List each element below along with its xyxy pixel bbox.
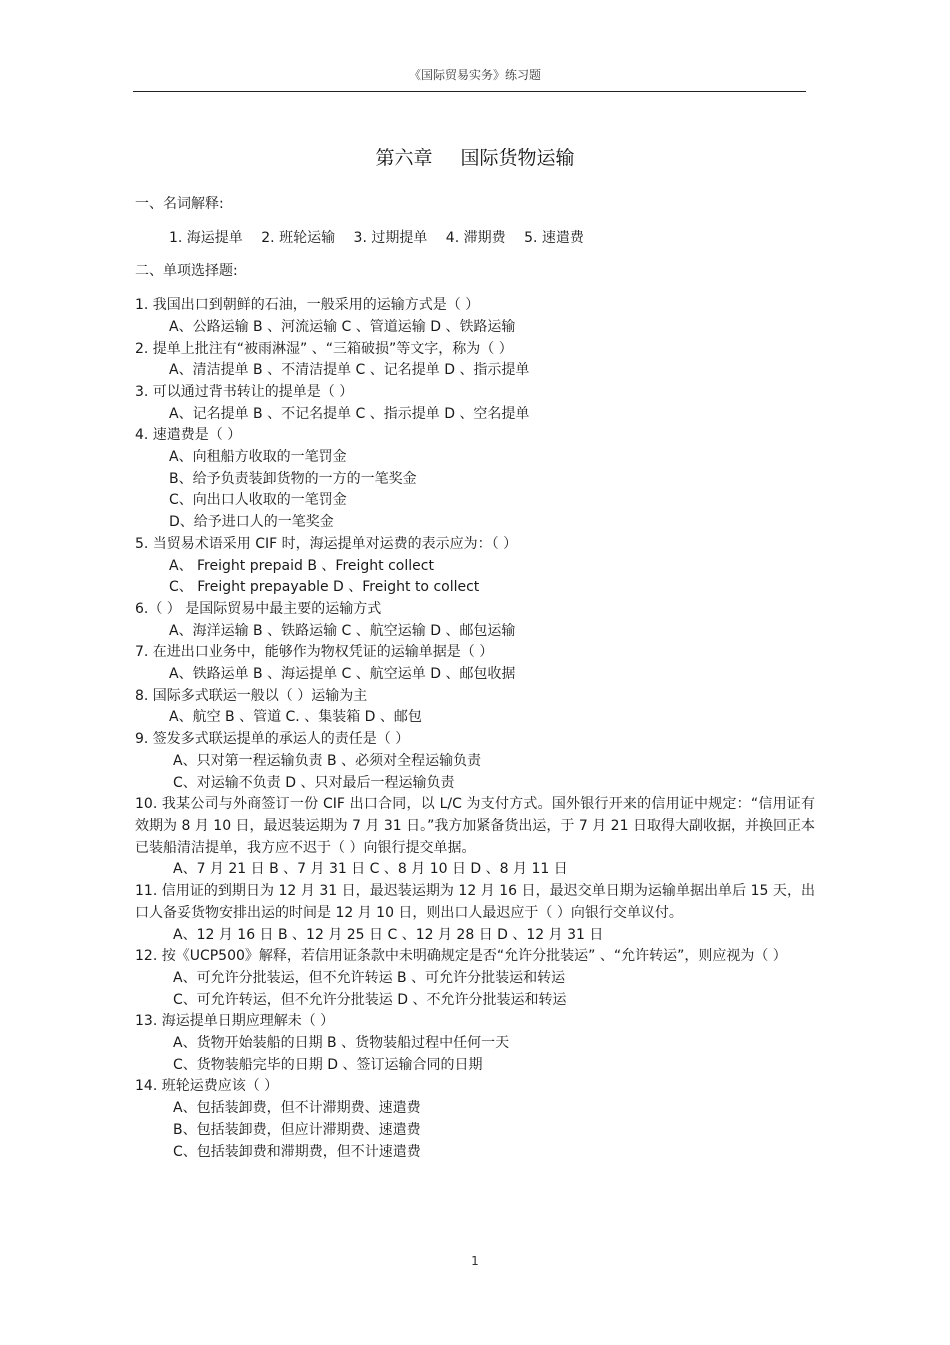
question bbox=[135, 881, 815, 946]
question-stem: 10. 我某公司与外商签订一份 CIF 出口合同，以 L/C 为支付方式。国外银行开来的信用证中规定：“信用证有效期为 8 月 10 日，最迟装运期为 7 月 31 日。”我方加紧备货出运，于 7 月 21 日取得大副收据，并换回正本已装船清洁提单，我方应不迟于（ ）向银行提交单据。 bbox=[135, 796, 815, 856]
chapter-name: 国际货物运输 bbox=[460, 147, 575, 169]
question-options: C、 Freight prepayable D 、Freight to collect bbox=[169, 579, 480, 596]
chapter-number: 第六章 bbox=[375, 147, 433, 169]
question-options: C、对运输不负责 D 、只对最后一程运输负责 bbox=[173, 774, 455, 791]
question-options: A、7 月 21 日 B 、7 月 31 日 C 、8 月 10 日 D 、8 月 11 日 bbox=[173, 861, 568, 878]
question-option: A、向租船方收取的一笔罚金 bbox=[169, 449, 347, 466]
question-options: A、海洋运输 B 、铁路运输 C 、航空运输 D 、邮包运输 bbox=[169, 622, 516, 639]
question-stem: 5. 当贸易术语采用 CIF 时，海运提单对运费的表示应为：（ ） bbox=[135, 535, 518, 552]
question-option: C、向出口人收取的一笔罚金 bbox=[169, 492, 347, 509]
question-stem: 11. 信用证的到期日为 12 月 31 日，最迟装运期为 12 月 16 日，最迟交单日期为运输单据出单后 15 天，出口人备妥货物安排出运的时间是 12 月 10 日，则出口人最迟应于（ ）向银行交单议付。 bbox=[135, 883, 815, 921]
question bbox=[135, 599, 815, 642]
question-options: A、只对第一程运输负责 B 、必须对全程运输负责 bbox=[173, 752, 482, 769]
question-stem: 9. 签发多式联运提单的承运人的责任是（ ） bbox=[135, 731, 410, 748]
term-list bbox=[169, 228, 815, 250]
question bbox=[135, 1011, 815, 1076]
question bbox=[135, 339, 815, 382]
question-option: B、包括装卸费，但应计滞期费、速遣费 bbox=[173, 1121, 421, 1138]
question-options: A、记名提单 B 、不记名提单 C 、指示提单 D 、空名提单 bbox=[169, 405, 530, 422]
question-options: A、公路运输 B 、河流运输 C 、管道运输 D 、铁路运输 bbox=[169, 318, 516, 335]
question-stem: 1. 我国出口到朝鲜的石油，一般采用的运输方式是（ ） bbox=[135, 297, 480, 314]
section-heading-terms: 一、名词解释: bbox=[135, 196, 224, 212]
question-option: C、包括装卸费和滞期费，但不计速遣费 bbox=[173, 1143, 421, 1160]
question-option: B、给予负责装卸货物的一方的一笔奖金 bbox=[169, 470, 417, 487]
question bbox=[135, 946, 815, 1011]
question bbox=[135, 729, 815, 794]
term-item: 1. 海运提单 bbox=[169, 229, 243, 246]
question bbox=[135, 382, 815, 425]
question-stem: 4. 速遣费是（ ） bbox=[135, 427, 242, 444]
question-stem: 3. 可以通过背书转让的提单是（ ） bbox=[135, 383, 354, 400]
page-header: 《国际贸易实务》练习题 bbox=[408, 68, 541, 82]
term-item: 3. 过期提单 bbox=[353, 229, 428, 246]
page-number: 1 bbox=[471, 1254, 479, 1268]
question-stem: 14. 班轮运费应该（ ） bbox=[135, 1078, 279, 1095]
question bbox=[135, 642, 815, 685]
question-options: A、 Freight prepaid B 、Freight collect bbox=[169, 557, 434, 574]
question bbox=[135, 425, 815, 534]
question-option: D、给予进口人的一笔奖金 bbox=[169, 514, 334, 531]
question-stem: 7. 在进出口业务中，能够作为物权凭证的运输单据是（ ） bbox=[135, 644, 494, 661]
question-stem: 8. 国际多式联运一般以（ ）运输为主 bbox=[135, 687, 368, 704]
question-options: C、货物装船完毕的日期 D 、签订运输合同的日期 bbox=[173, 1056, 483, 1073]
question-stem: 2. 提单上批注有“被雨淋湿” 、“三箱破损”等文字，称为（ ） bbox=[135, 340, 513, 357]
term-item: 2. 班轮运输 bbox=[261, 229, 336, 246]
question bbox=[135, 794, 815, 881]
header-rule bbox=[133, 91, 806, 92]
question-stem: 6.（ ） 是国际贸易中最主要的运输方式 bbox=[135, 600, 382, 617]
question bbox=[135, 686, 815, 729]
question bbox=[135, 1076, 815, 1163]
term-item: 5. 速遣费 bbox=[524, 229, 584, 246]
question-options: A、可允许分批装运，但不允许转运 B 、可允许分批装运和转运 bbox=[173, 969, 566, 986]
question-options: A、铁路运单 B 、海运提单 C 、航空运单 D 、邮包收据 bbox=[169, 666, 516, 683]
question-options: A、航空 B 、管道 C. 、集装箱 D 、邮包 bbox=[169, 709, 422, 726]
question bbox=[135, 534, 815, 599]
question-options: A、货物开始装船的日期 B 、货物装船过程中任何一天 bbox=[173, 1035, 510, 1052]
question-options: A、12 月 16 日 B 、12 月 25 日 C 、12 月 28 日 D 、12 月 31 日 bbox=[173, 926, 604, 943]
chapter-title bbox=[0, 143, 950, 170]
question-option: A、包括装卸费，但不计滞期费、速遣费 bbox=[173, 1100, 421, 1117]
question-stem: 12. 按《UCP500》解释，若信用证条款中未明确规定是否“允许分批装运” 、“允许转运”，则应视为（ ） bbox=[135, 948, 787, 965]
question bbox=[135, 295, 815, 338]
section-heading-choice: 二、单项选择题: bbox=[135, 263, 238, 280]
question-options: A、清洁提单 B 、不清洁提单 C 、记名提单 D 、指示提单 bbox=[169, 362, 530, 379]
term-item: 4. 滞期费 bbox=[445, 229, 506, 246]
question-options: C、可允许转运，但不允许分批装运 D 、不允许分批装运和转运 bbox=[173, 991, 567, 1008]
exercise-body bbox=[135, 194, 815, 1163]
question-stem: 13. 海运提单日期应理解未（ ） bbox=[135, 1013, 335, 1030]
